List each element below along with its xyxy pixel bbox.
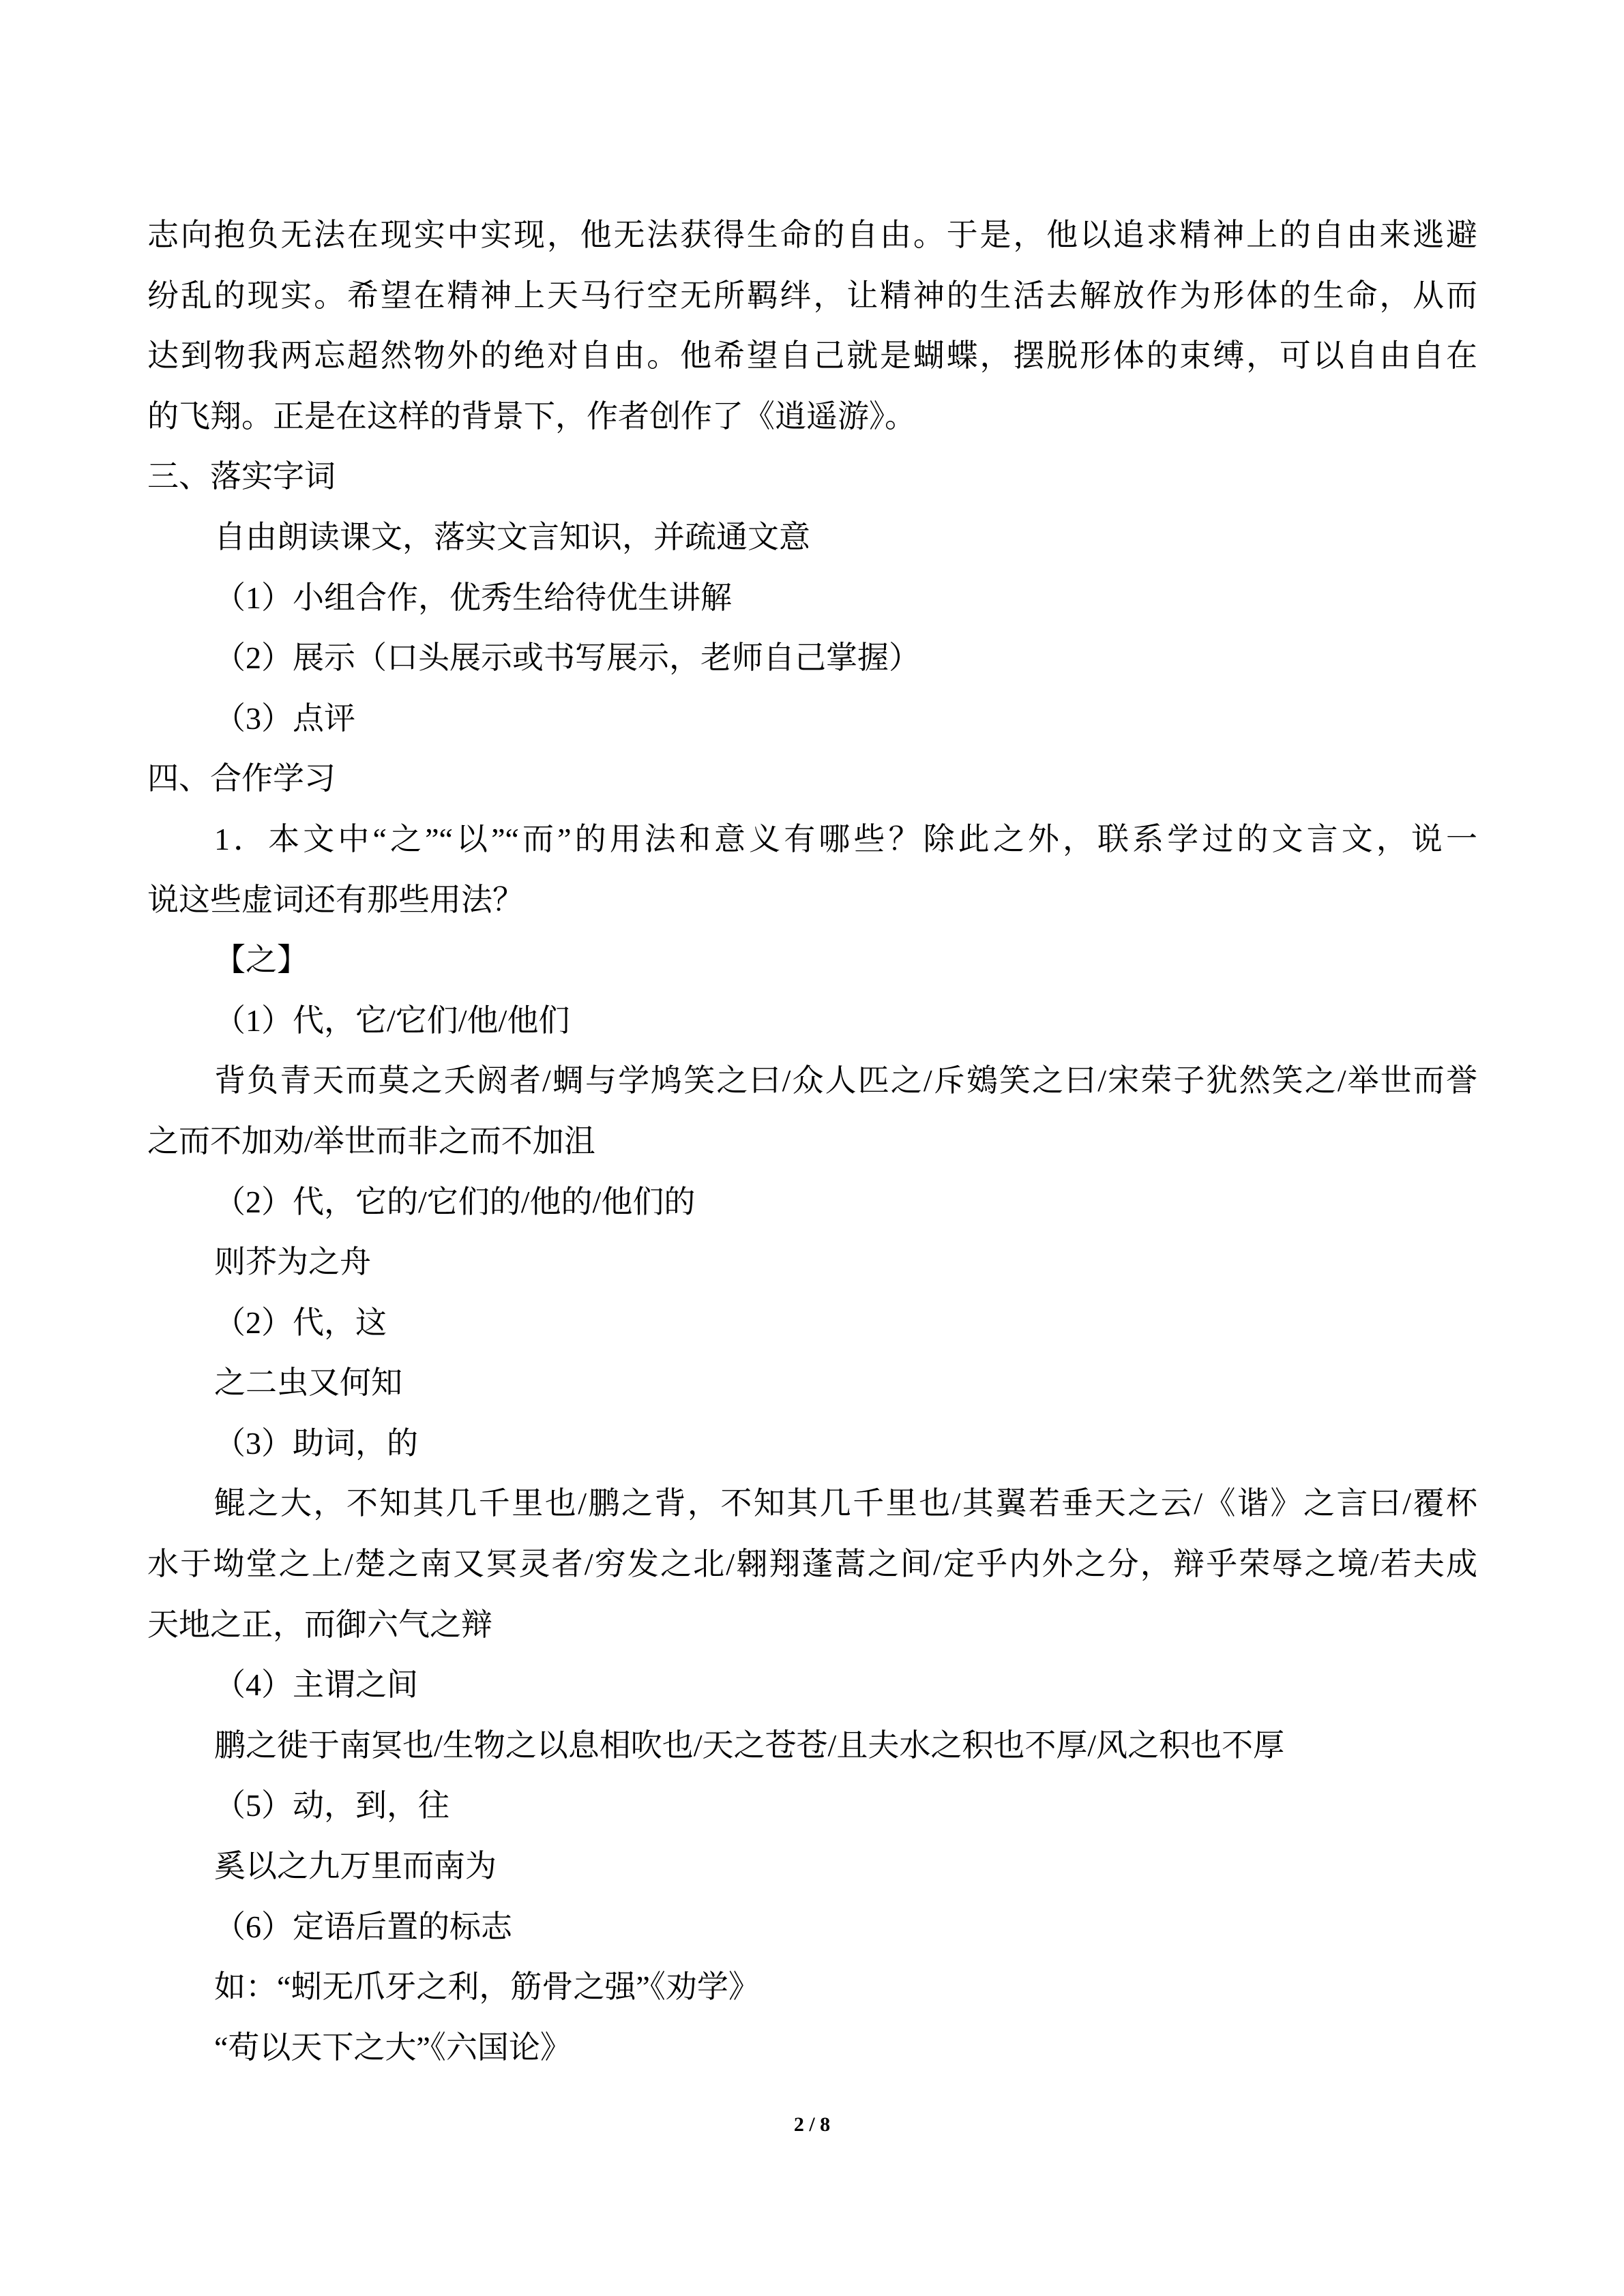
usage-meaning: （2）代，它的/它们的/他的/他们的 <box>214 1184 696 1219</box>
usage-example: 鲲之大，不知其几千里也/鹏之背，不知其几千里也/其翼若垂天之云/《谐》之言曰/覆杯 <box>214 1486 1477 1521</box>
usage-group <box>147 1414 1477 1655</box>
usage-meaning: （6）定语后置的标志 <box>214 1909 512 1944</box>
usage-group <box>147 1293 1477 1414</box>
step-item: （3）点评 <box>214 700 355 736</box>
background-paragraph <box>147 205 1477 447</box>
usage-group <box>147 1897 1477 2078</box>
usage-group <box>147 1172 1477 1293</box>
section-4 <box>147 749 1477 2078</box>
step-item: （2）展示（口头展示或书写展示，老师自己掌握） <box>214 640 920 676</box>
function-word-zhi <box>147 930 1477 2078</box>
usage-example: 鹏之徙于南冥也/生物之以息相吹也/天之苍苍/且夫水之积也不厚/风之积也不厚 <box>214 1727 1285 1763</box>
section-instruction: 自由朗读课文，落实文言知识，并疏通文意 <box>214 519 810 554</box>
usage-example: “苟以天下之大”《六国论》 <box>214 2029 572 2065</box>
usage-meaning: （4）主谓之间 <box>214 1667 418 1703</box>
usage-example: 之而不加劝/举世而非之而不加沮 <box>147 1123 595 1159</box>
usage-example: 水于坳堂之上/楚之南又冥灵者/穷发之北/翱翔蓬蒿之间/定乎内外之分，辩乎荣辱之境/若夫成 <box>147 1547 1477 1582</box>
question <box>147 809 1477 930</box>
usage-meaning: （1）代，它/它们/他/他们 <box>214 1002 570 1038</box>
paragraph-line: 达到物我两忘超然物外的绝对自由。他希望自己就是蝴蝶，摆脱形体的束缚，可以自由自在 <box>147 338 1477 374</box>
paragraph-line: 志向抱负无法在现实中实现，他无法获得生命的自由。于是，他以追求精神上的自由来逃避 <box>147 218 1477 252</box>
usage-example: 则芥为之舟 <box>214 1244 371 1280</box>
usage-example: 之二虫又何知 <box>214 1365 402 1401</box>
usage-example: 天地之正，而御六气之辩 <box>147 1607 492 1642</box>
section-heading: 四、合作学习 <box>147 761 336 796</box>
paragraph-line: 纷乱的现实。希望在精神上天马行空无所羁绊，让精神的生活去解放作为形体的生命，从而 <box>147 278 1477 313</box>
step-item: （1）小组合作，优秀生给待优生讲解 <box>214 580 732 615</box>
word-label: 【之】 <box>214 942 308 978</box>
usage-meaning: （2）代，这 <box>214 1304 387 1340</box>
question-line: 说这些虚词还有那些用法？ <box>147 882 524 917</box>
usage-group <box>147 1776 1477 1896</box>
usage-example: 背负青天而莫之夭阏者/蜩与学鸠笑之曰/众人匹之/斥鴳笑之曰/宋荣子犹然笑之/举世而誉 <box>214 1063 1477 1099</box>
usage-example: 奚以之九万里而南为 <box>214 1849 497 1884</box>
section-3 <box>147 447 1477 749</box>
usage-example: 如：“蚓无爪牙之利，筋骨之强”《劝学》 <box>214 1969 760 2005</box>
usage-group <box>147 1655 1477 1776</box>
usage-meaning: （3）助词，的 <box>214 1425 418 1461</box>
usage-group <box>147 991 1477 1172</box>
paragraph-line: 的飞翔。正是在这样的背景下，作者创作了《逍遥游》。 <box>147 398 916 434</box>
usage-meaning: （5）动，到，往 <box>214 1788 449 1823</box>
question-line: 1．本文中“之”“以”“而”的用法和意义有哪些？除此之外，联系学过的文言文，说一 <box>214 821 1477 856</box>
section-heading: 三、落实字词 <box>147 459 336 494</box>
document-body <box>147 205 1477 2078</box>
page-number: 2 / 8 <box>793 2113 831 2136</box>
